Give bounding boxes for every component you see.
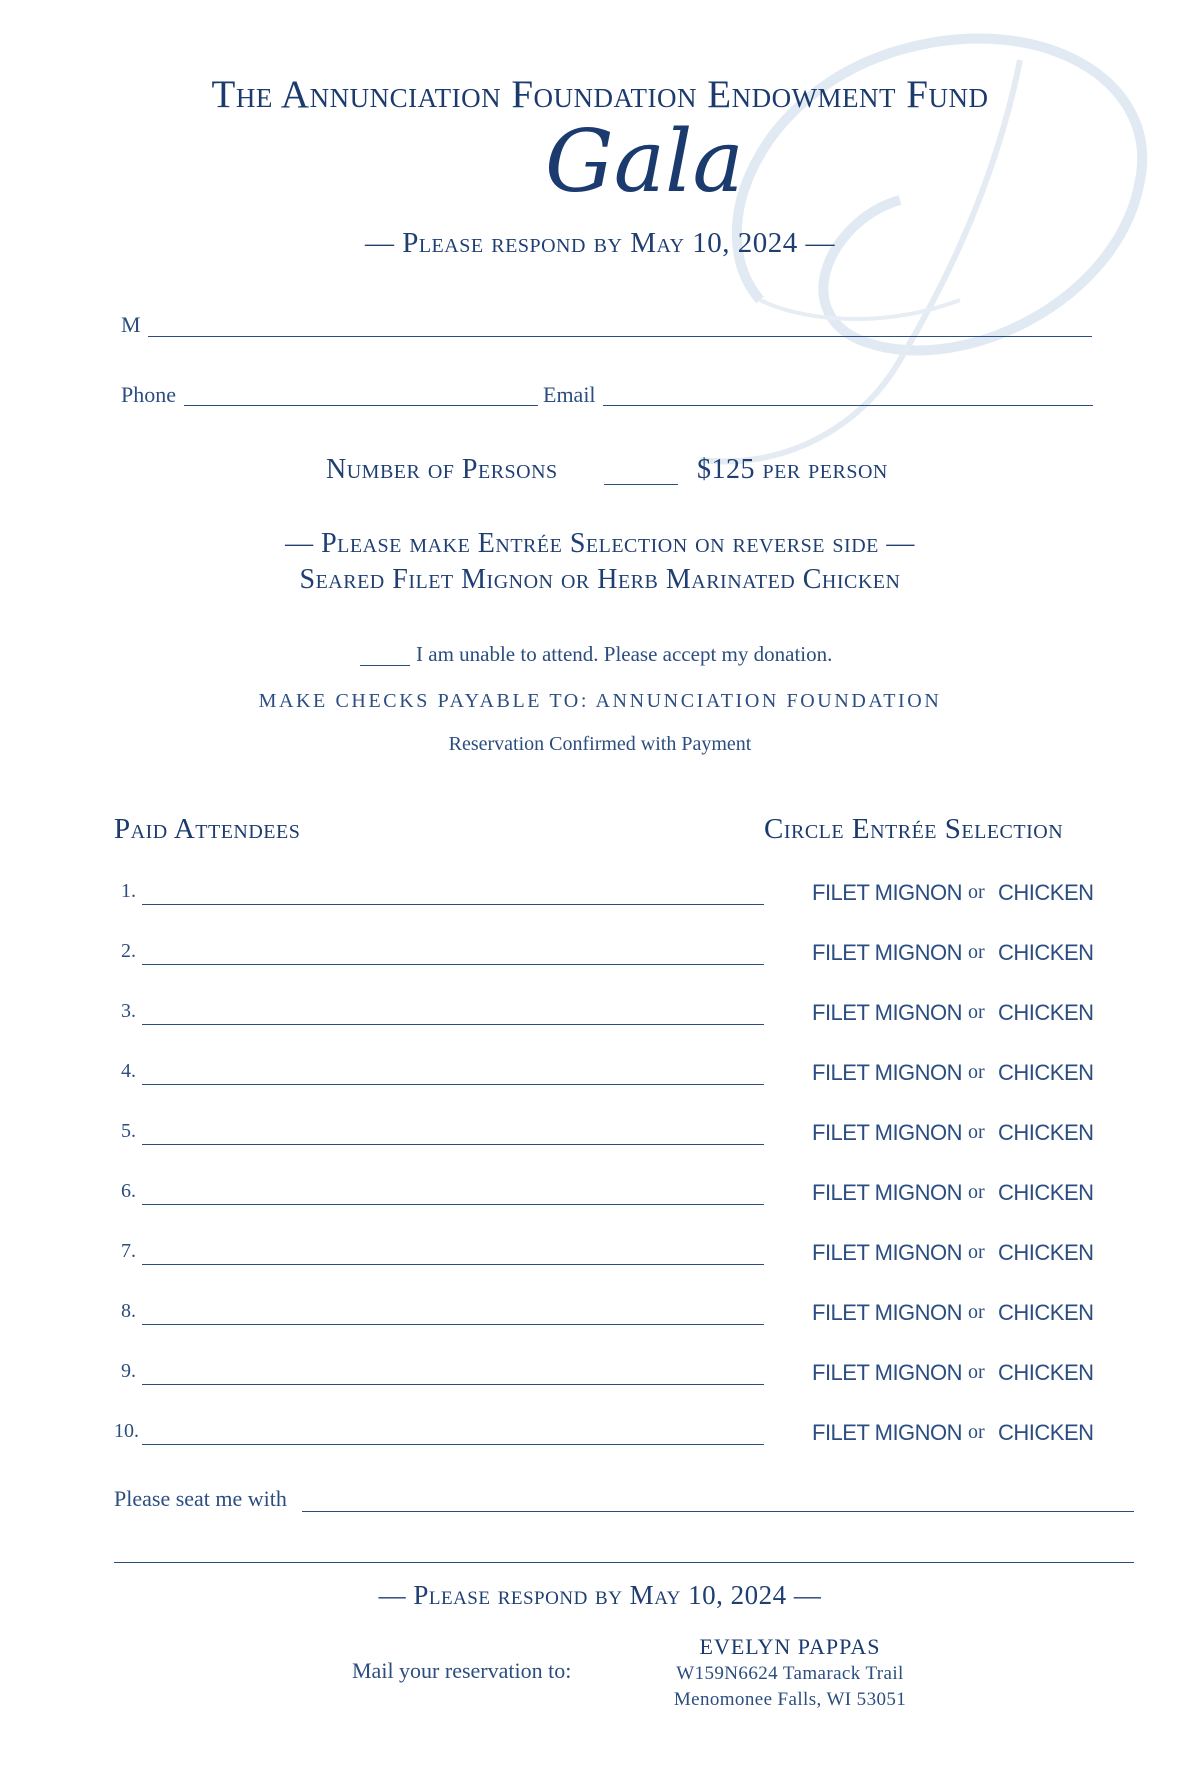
entree-selection-header: Circle Entrée Selection: [764, 813, 1064, 845]
filet-mignon-option[interactable]: FILET MIGNON: [812, 1420, 963, 1445]
or-separator: or: [968, 1001, 985, 1023]
attendee-number: 7.: [121, 1240, 136, 1262]
chicken-option[interactable]: CHICKEN: [998, 940, 1094, 965]
chicken-option[interactable]: CHICKEN: [998, 1360, 1094, 1385]
seat-with-field[interactable]: [302, 1511, 1134, 1512]
attendee-name-field[interactable]: [142, 1204, 764, 1205]
filet-mignon-option[interactable]: FILET MIGNON: [812, 1300, 963, 1325]
chicken-option[interactable]: CHICKEN: [998, 1120, 1094, 1145]
filet-mignon-option[interactable]: FILET MIGNON: [812, 940, 963, 965]
phone-field[interactable]: [184, 405, 538, 406]
payable-to: MAKE CHECKS PAYABLE TO: ANNUNCIATION FOUNDATION: [258, 690, 942, 712]
price-per-person: $125 per person: [697, 454, 888, 485]
attendee-number: 5.: [121, 1120, 136, 1142]
email-field[interactable]: [603, 405, 1093, 406]
address-line-2: Menomonee Falls, WI 53051: [673, 1689, 907, 1710]
or-separator: or: [968, 941, 985, 963]
filet-mignon-option[interactable]: FILET MIGNON: [812, 1180, 963, 1205]
or-separator: or: [968, 1241, 985, 1263]
seat-with-label: Please seat me with: [114, 1486, 287, 1511]
persons-field[interactable]: [604, 484, 678, 485]
respond-by-top: — Please respond by May 10, 2024 —: [364, 227, 836, 259]
or-separator: or: [968, 881, 985, 903]
attendee-name-field[interactable]: [142, 1264, 764, 1265]
address-line-1: W159N6624 Tamarack Trail: [676, 1663, 904, 1684]
entree-note-line2: Seared Filet Mignon or Herb Marinated Chicken: [299, 564, 901, 595]
attendee-number: 10.: [114, 1420, 139, 1442]
respond-by-bottom: — Please respond by May 10, 2024 —: [378, 1580, 822, 1610]
contact-name: EVELYN PAPPAS: [699, 1634, 881, 1659]
gala-script-title: Gala: [545, 112, 744, 212]
attendee-number: 2.: [121, 940, 136, 962]
or-separator: or: [968, 1181, 985, 1203]
attendee-number: 3.: [121, 1000, 136, 1022]
chicken-option[interactable]: CHICKEN: [998, 1420, 1094, 1445]
chicken-option[interactable]: CHICKEN: [998, 1000, 1094, 1025]
name-field[interactable]: [148, 336, 1092, 337]
attendee-name-field[interactable]: [142, 1324, 764, 1325]
attendee-number: 6.: [121, 1180, 136, 1202]
or-separator: or: [968, 1061, 985, 1083]
seat-with-field-2[interactable]: [114, 1562, 1134, 1563]
or-separator: or: [968, 1121, 985, 1143]
donation-text: I am unable to attend. Please accept my donation.: [416, 642, 833, 666]
filet-mignon-option[interactable]: FILET MIGNON: [812, 880, 963, 905]
attendee-name-field[interactable]: [142, 1024, 764, 1025]
entree-note-line1: — Please make Entrée Selection on reverse side —: [285, 528, 915, 559]
attendee-name-field[interactable]: [142, 1144, 764, 1145]
chicken-option[interactable]: CHICKEN: [998, 1240, 1094, 1265]
attendee-number: 9.: [121, 1360, 136, 1382]
event-title: The Annunciation Foundation Endowment Fund: [211, 73, 989, 116]
attendee-number: 1.: [121, 880, 136, 902]
email-label: Email: [543, 382, 596, 407]
donation-checkbox-line[interactable]: [360, 665, 410, 666]
persons-label: Number of Persons: [326, 454, 558, 485]
attendee-name-field[interactable]: [142, 964, 764, 965]
filet-mignon-option[interactable]: FILET MIGNON: [812, 1120, 963, 1145]
attendee-number: 8.: [121, 1300, 136, 1322]
chicken-option[interactable]: CHICKEN: [998, 880, 1094, 905]
attendee-name-field[interactable]: [142, 1444, 764, 1445]
filet-mignon-option[interactable]: FILET MIGNON: [812, 1060, 963, 1085]
phone-label: Phone: [121, 382, 176, 407]
chicken-option[interactable]: CHICKEN: [998, 1300, 1094, 1325]
filet-mignon-option[interactable]: FILET MIGNON: [812, 1360, 963, 1385]
filet-mignon-option[interactable]: FILET MIGNON: [812, 1240, 963, 1265]
attendee-name-field[interactable]: [142, 1084, 764, 1085]
chicken-option[interactable]: CHICKEN: [998, 1180, 1094, 1205]
name-label: M: [121, 312, 141, 337]
chicken-option[interactable]: CHICKEN: [998, 1060, 1094, 1085]
or-separator: or: [968, 1301, 985, 1323]
attendee-number: 4.: [121, 1060, 136, 1082]
filet-mignon-option[interactable]: FILET MIGNON: [812, 1000, 963, 1025]
attendee-name-field[interactable]: [142, 904, 764, 905]
or-separator: or: [968, 1361, 985, 1383]
reservation-confirmed: Reservation Confirmed with Payment: [448, 733, 752, 755]
or-separator: or: [968, 1421, 985, 1443]
mail-label: Mail your reservation to:: [352, 1658, 572, 1683]
paid-attendees-header: Paid Attendees: [114, 813, 301, 845]
attendee-name-field[interactable]: [142, 1384, 764, 1385]
